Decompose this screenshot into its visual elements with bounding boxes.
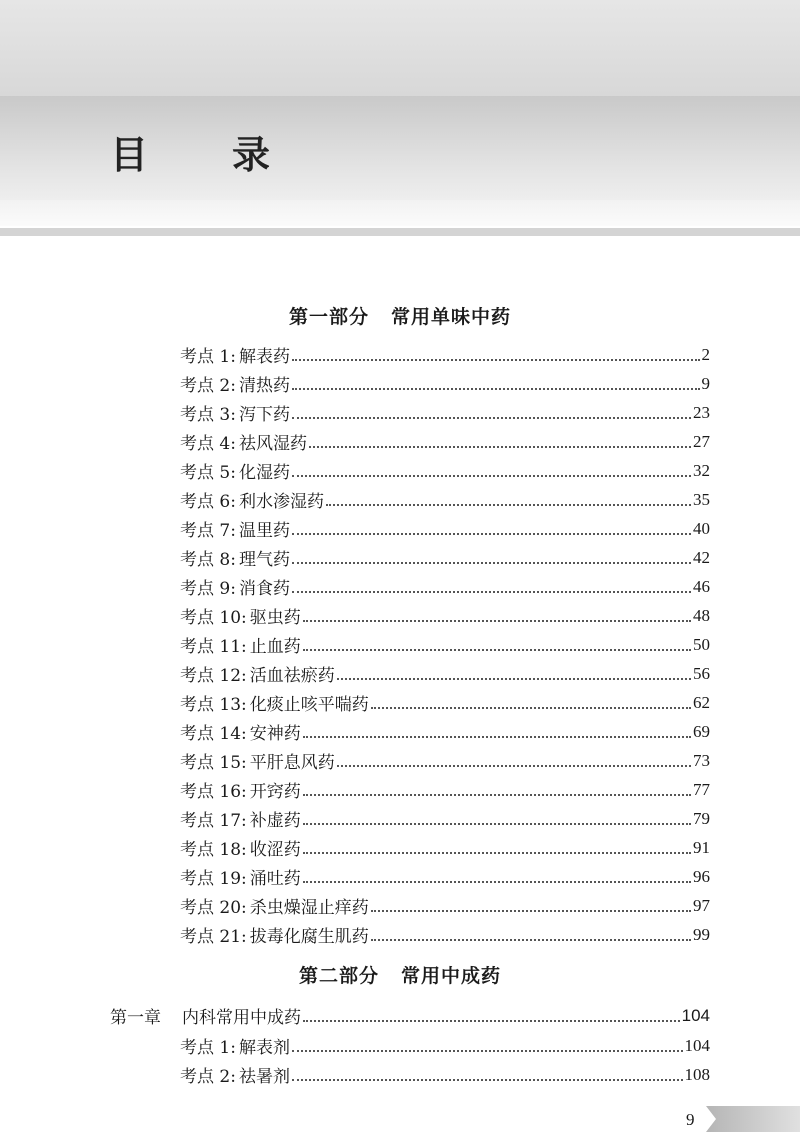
dot-leader <box>309 446 691 448</box>
toc-entry[interactable] <box>180 1060 710 1089</box>
dot-leader <box>303 736 691 738</box>
toc-entry[interactable] <box>180 746 710 775</box>
toc-entry-separator: : <box>230 405 236 425</box>
toc-entry[interactable] <box>180 920 710 949</box>
toc-entry-label <box>180 545 290 570</box>
header-top-band <box>0 0 800 96</box>
dot-leader <box>303 852 691 854</box>
toc-entry-number: 考点 18 <box>180 840 242 860</box>
toc-entry-title: 解表药 <box>238 347 290 367</box>
toc-entry-label <box>180 835 301 860</box>
toc-entry-page: 40 <box>693 518 710 538</box>
toc-entry-page: 46 <box>693 576 710 596</box>
page-tab-decoration <box>706 1106 800 1132</box>
toc-entry-label <box>180 342 290 367</box>
dot-leader <box>292 1079 683 1081</box>
toc-entry-number: 考点 13 <box>180 695 242 715</box>
toc-entry-page: 104 <box>684 1035 710 1055</box>
toc-entry-title: 祛风湿药 <box>238 434 307 454</box>
toc-entry-page: 35 <box>693 489 710 509</box>
toc-entry-number: 考点 6 <box>180 492 231 512</box>
toc-entry-number: 考点 19 <box>180 869 242 889</box>
toc-entry-page: 97 <box>693 895 710 915</box>
toc-entry[interactable] <box>180 833 710 862</box>
dot-leader <box>303 881 691 883</box>
toc-entry[interactable] <box>180 688 710 717</box>
toc-entry-page: 108 <box>684 1064 710 1084</box>
toc-entry-label <box>180 864 301 889</box>
part-1-label: 第一部分 <box>288 306 369 328</box>
toc-entry-title: 止血药 <box>249 637 301 657</box>
toc-entry-separator: : <box>241 811 247 831</box>
toc-entry-title: 化痰止咳平喘药 <box>249 695 369 715</box>
toc-entry-label <box>180 371 290 396</box>
toc-entry-number: 考点 7 <box>180 521 231 541</box>
toc-entry[interactable] <box>180 456 710 485</box>
toc-entry-title: 平肝息风药 <box>249 753 335 773</box>
toc-entry-label <box>180 400 290 425</box>
toc-entry-label <box>180 806 301 831</box>
toc-entry-number: 考点 17 <box>180 811 242 831</box>
toc-entry-label <box>180 632 301 657</box>
toc-entry[interactable] <box>180 572 710 601</box>
part-1-toc-list <box>180 340 710 949</box>
toc-entry-page: 77 <box>693 779 710 799</box>
toc-entry-separator: : <box>230 492 236 512</box>
toc-entry-label <box>180 690 369 715</box>
toc-entry-number: 考点 2 <box>180 1067 231 1087</box>
toc-entry-number: 考点 4 <box>180 434 231 454</box>
dot-leader <box>292 533 691 535</box>
toc-entry-page: 9 <box>701 373 710 393</box>
toc-entry-page: 27 <box>693 431 710 451</box>
toc-entry-number: 考点 11 <box>180 637 242 657</box>
dot-leader <box>292 562 691 564</box>
toc-entry-label <box>180 516 290 541</box>
toc-entry-label <box>180 487 324 512</box>
toc-entry-label <box>180 574 290 599</box>
toc-entry[interactable] <box>180 427 710 456</box>
dot-leader <box>303 620 691 622</box>
toc-entry-label <box>180 1033 290 1058</box>
toc-entry-title: 收涩药 <box>249 840 301 860</box>
toc-entry[interactable] <box>180 1031 710 1060</box>
toc-entry-label <box>180 748 335 773</box>
toc-entry-title: 开窍药 <box>249 782 301 802</box>
toc-entry-separator: : <box>230 1038 236 1058</box>
toc-entry-number: 考点 1 <box>180 347 231 367</box>
dot-leader <box>303 649 691 651</box>
toc-entry-separator: : <box>230 521 236 541</box>
dot-leader <box>371 939 691 941</box>
toc-entry-label <box>180 429 307 454</box>
toc-entry-title: 理气药 <box>238 550 290 570</box>
chapter-number: 第一章 <box>110 1008 161 1028</box>
toc-entry-title: 祛暑剂 <box>238 1067 290 1087</box>
toc-entry[interactable] <box>180 775 710 804</box>
toc-entry-separator: : <box>241 840 247 860</box>
toc-entry-label <box>180 458 290 483</box>
page-title <box>110 124 270 179</box>
toc-entry-separator: : <box>241 869 247 889</box>
toc-entry-separator: : <box>241 724 247 744</box>
toc-entry-separator: : <box>230 347 236 367</box>
part-2-name: 常用中成药 <box>401 965 502 987</box>
toc-entry[interactable] <box>180 369 710 398</box>
toc-entry-page: 42 <box>693 547 710 567</box>
toc-entry[interactable] <box>180 804 710 833</box>
toc-entry[interactable] <box>180 485 710 514</box>
toc-entry-title: 化湿药 <box>238 463 290 483</box>
dot-leader <box>371 707 691 709</box>
toc-entry[interactable] <box>180 659 710 688</box>
toc-entry-page: 56 <box>693 663 710 683</box>
toc-entry-page: 73 <box>693 750 710 770</box>
toc-entry-label <box>180 603 301 628</box>
page-number: 9 <box>686 1110 695 1129</box>
header-stripe-light <box>0 200 800 226</box>
toc-entry-number: 考点 1 <box>180 1038 231 1058</box>
dot-leader <box>303 823 691 825</box>
toc-entry-title: 清热药 <box>238 376 290 396</box>
dot-leader <box>292 1050 683 1052</box>
toc-entry-label <box>180 893 369 918</box>
chapter-page: 104 <box>681 1005 710 1025</box>
toc-entry-page: 48 <box>693 605 710 625</box>
toc-entry-separator: : <box>241 782 247 802</box>
toc-entry-title: 杀虫燥湿止痒药 <box>249 898 369 918</box>
dot-leader <box>292 475 691 477</box>
dot-leader <box>292 359 700 361</box>
toc-entry-page: 32 <box>693 460 710 480</box>
toc-entry-title: 安神药 <box>249 724 301 744</box>
toc-entry[interactable] <box>180 543 710 572</box>
dot-leader <box>292 417 691 419</box>
toc-entry-title: 解表剂 <box>238 1038 290 1058</box>
toc-entry-number: 考点 8 <box>180 550 231 570</box>
toc-entry[interactable] <box>180 717 710 746</box>
toc-entry-title: 补虚药 <box>249 811 301 831</box>
toc-entry-page: 2 <box>701 344 710 364</box>
toc-entry-label <box>180 922 369 947</box>
toc-entry-separator: : <box>230 1067 236 1087</box>
toc-entry[interactable] <box>180 630 710 659</box>
toc-entry-number: 考点 14 <box>180 724 242 744</box>
toc-entry-title: 温里药 <box>238 521 290 541</box>
toc-entry-page: 99 <box>693 924 710 944</box>
page-title-char-2: 录 <box>231 133 270 177</box>
toc-entry-separator: : <box>241 637 247 657</box>
toc-entry-page: 50 <box>693 634 710 654</box>
toc-entry-title: 活血祛瘀药 <box>249 666 335 686</box>
toc-entry-number: 考点 5 <box>180 463 231 483</box>
toc-entry-label <box>180 777 301 802</box>
toc-entry-number: 考点 9 <box>180 579 231 599</box>
toc-entry-separator: : <box>241 927 247 947</box>
toc-entry-separator: : <box>230 463 236 483</box>
part-1-heading <box>0 302 800 329</box>
toc-entry-title: 消食药 <box>238 579 290 599</box>
toc-entry-number: 考点 21 <box>180 927 242 947</box>
toc-entry-separator: : <box>241 608 247 628</box>
toc-entry-separator: : <box>241 666 247 686</box>
header-stripe-dark <box>0 228 800 236</box>
dot-leader <box>337 678 691 680</box>
dot-leader <box>371 910 691 912</box>
toc-entry-separator: : <box>230 376 236 396</box>
toc-entry-label <box>180 1062 290 1087</box>
chapter-1-entry[interactable] <box>110 1001 710 1030</box>
dot-leader <box>303 794 691 796</box>
dot-leader <box>303 1020 680 1022</box>
dot-leader <box>326 504 691 506</box>
toc-entry-label <box>180 719 301 744</box>
toc-entry-number: 考点 2 <box>180 376 231 396</box>
toc-entry-title: 泻下药 <box>238 405 290 425</box>
page-title-char-1: 目 <box>110 133 149 177</box>
toc-entry-number: 考点 3 <box>180 405 231 425</box>
toc-entry-page: 23 <box>693 402 710 422</box>
part-2-toc-list <box>180 1031 710 1089</box>
toc-entry-separator: : <box>230 579 236 599</box>
dot-leader <box>337 765 691 767</box>
dot-leader <box>292 388 700 390</box>
toc-entry-number: 考点 12 <box>180 666 242 686</box>
toc-entry-page: 79 <box>693 808 710 828</box>
toc-entry-number: 考点 10 <box>180 608 242 628</box>
toc-entry-separator: : <box>241 695 247 715</box>
toc-entry[interactable] <box>180 340 710 369</box>
toc-entry-separator: : <box>241 753 247 773</box>
toc-entry-separator: : <box>230 434 236 454</box>
toc-entry-title: 利水渗湿药 <box>238 492 324 512</box>
toc-entry-page: 91 <box>693 837 710 857</box>
toc-entry-separator: : <box>230 550 236 570</box>
toc-entry-number: 考点 15 <box>180 753 242 773</box>
toc-entry[interactable] <box>180 862 710 891</box>
toc-entry-title: 拔毒化腐生肌药 <box>249 927 369 947</box>
toc-entry-page: 62 <box>693 692 710 712</box>
toc-entry[interactable] <box>180 891 710 920</box>
toc-entry[interactable] <box>180 601 710 630</box>
toc-entry-separator: : <box>241 898 247 918</box>
part-2-heading <box>0 961 800 988</box>
toc-entry-label <box>180 661 335 686</box>
chapter-title: 内科常用中成药 <box>182 1008 301 1028</box>
toc-entry-number: 考点 20 <box>180 898 242 918</box>
toc-entry[interactable] <box>180 398 710 427</box>
dot-leader <box>292 591 691 593</box>
part-2-label: 第二部分 <box>298 965 379 987</box>
toc-entry-number: 考点 16 <box>180 782 242 802</box>
part-1-name: 常用单味中药 <box>391 306 512 328</box>
toc-entry-title: 涌吐药 <box>249 869 301 889</box>
toc-entry-title: 驱虫药 <box>249 608 301 628</box>
toc-entry-page: 96 <box>693 866 710 886</box>
toc-entry[interactable] <box>180 514 710 543</box>
toc-entry-page: 69 <box>693 721 710 741</box>
